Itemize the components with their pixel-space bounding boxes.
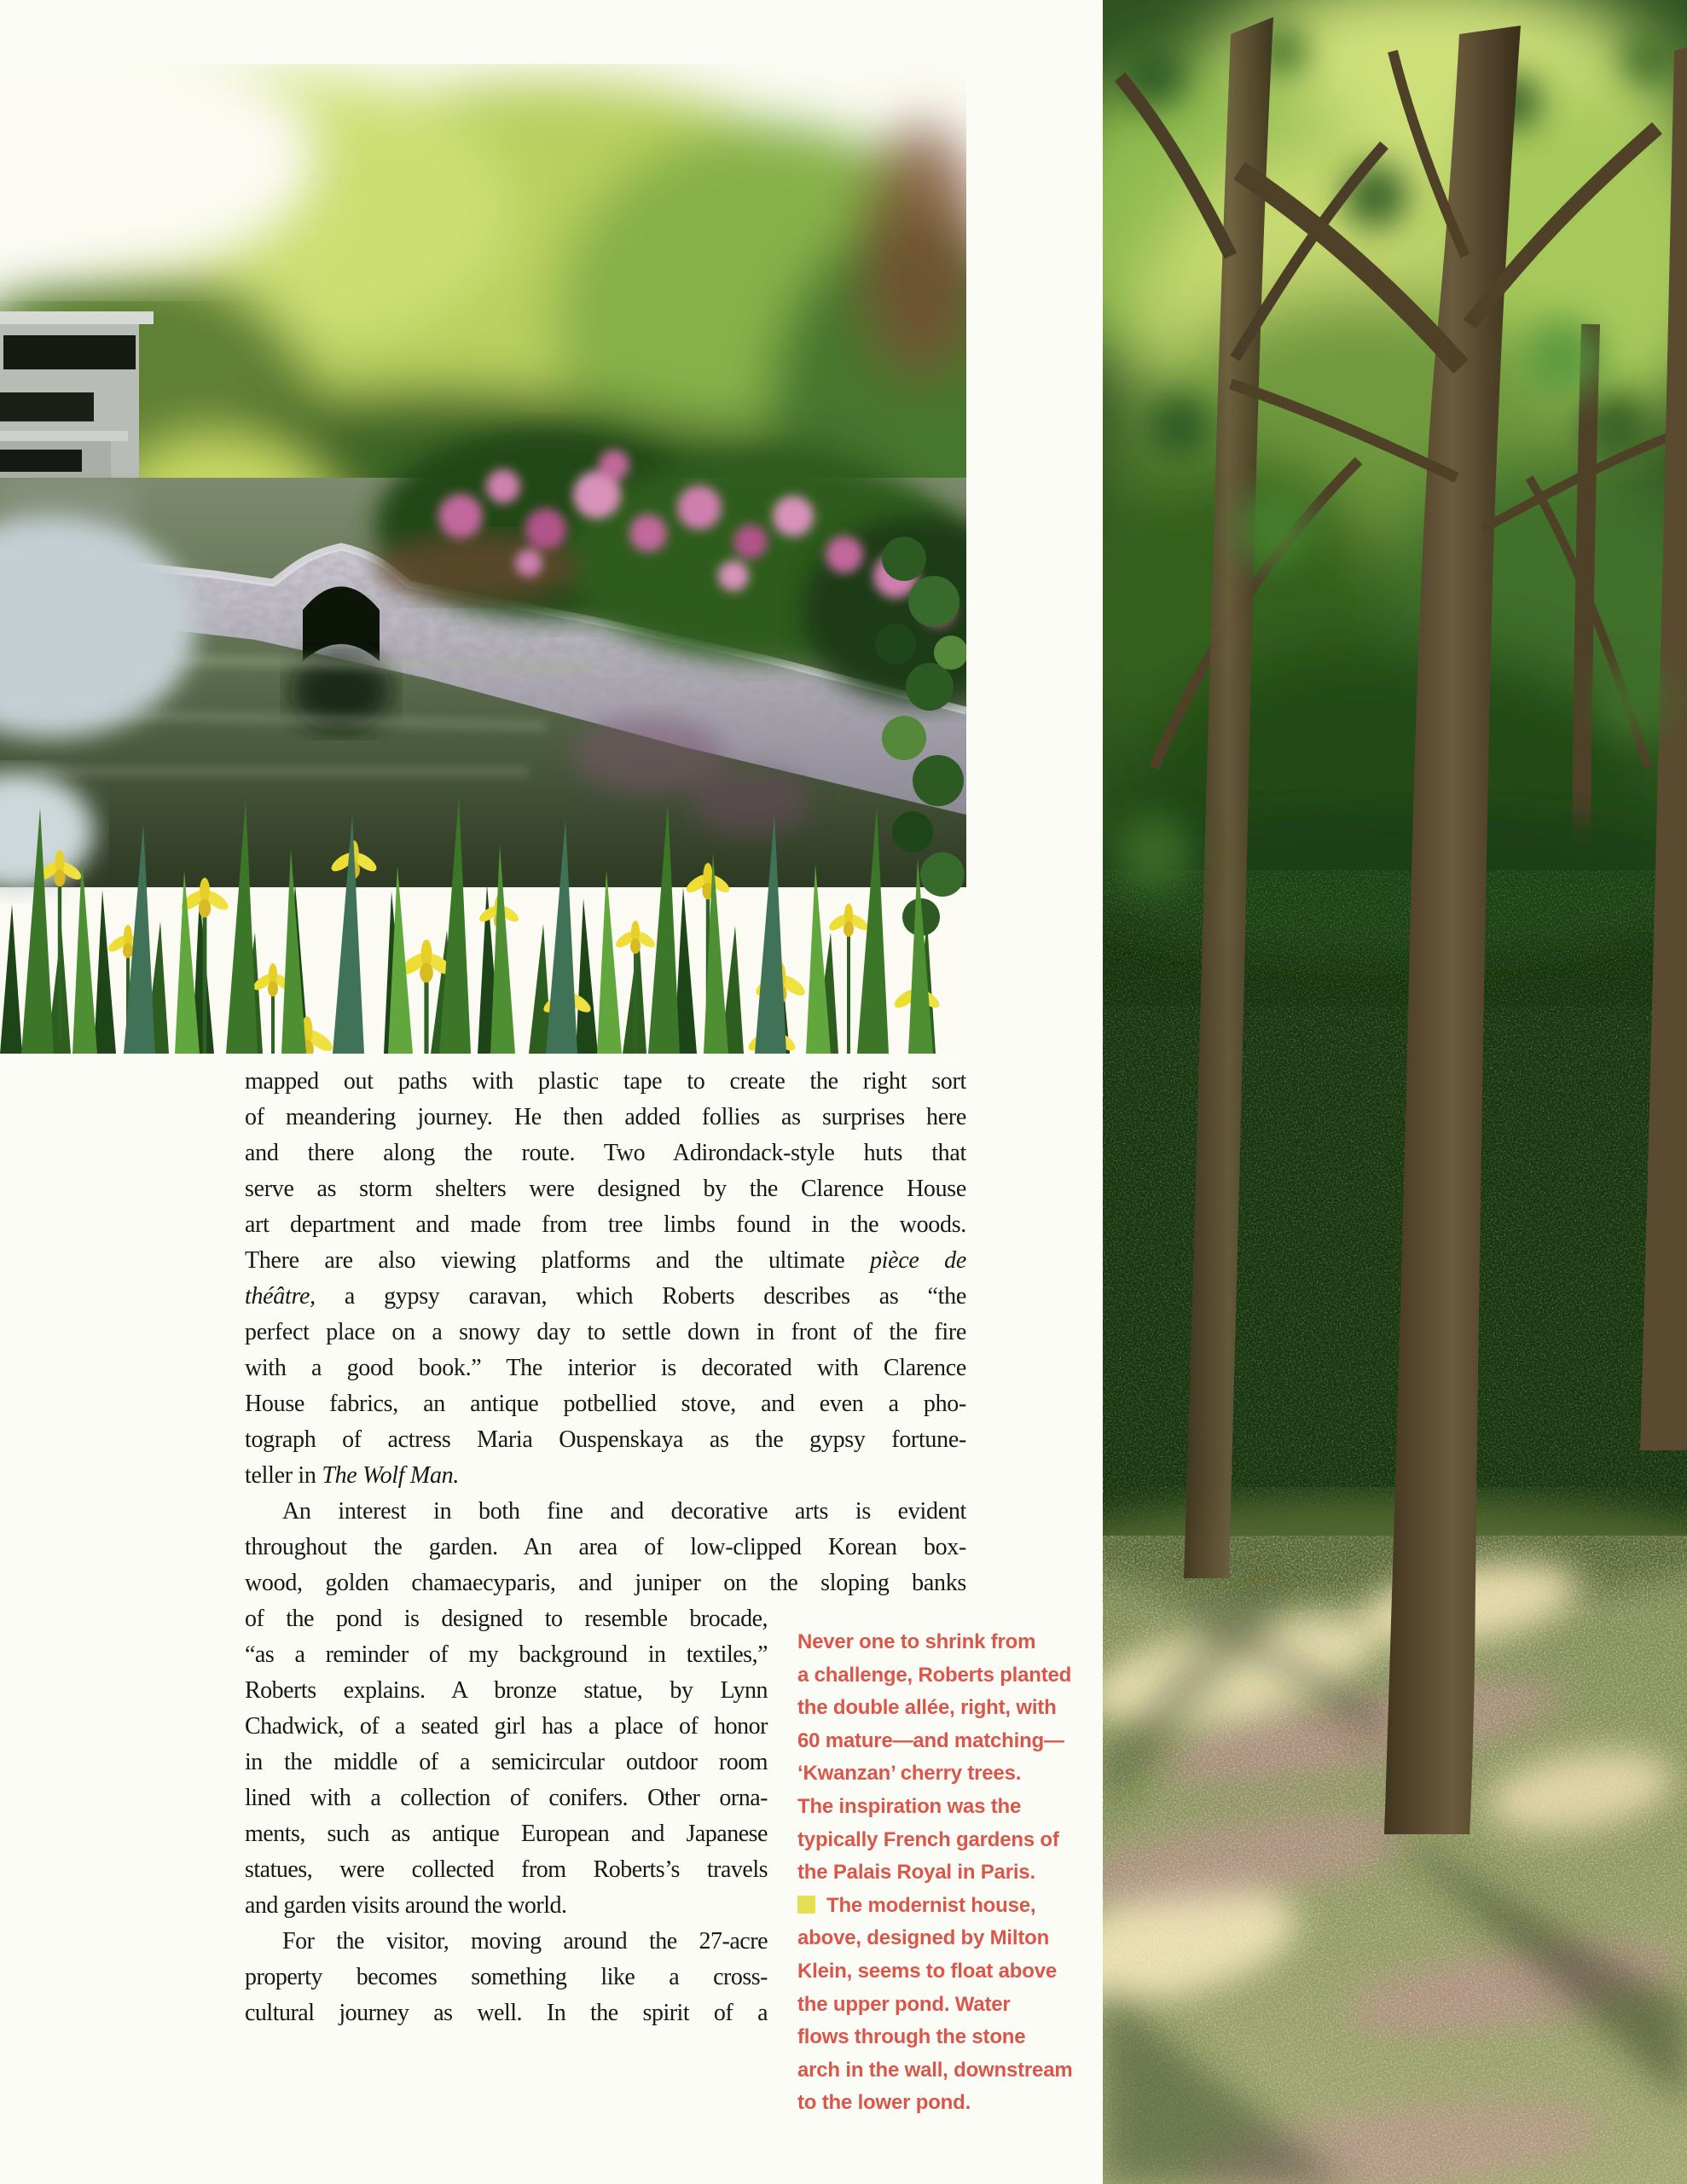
caption-line: a challenge, Roberts planted bbox=[797, 1663, 1072, 1687]
modernist-house bbox=[0, 311, 154, 482]
caption-line: The modernist house, bbox=[797, 1890, 1122, 1923]
upper-pond-photo bbox=[0, 64, 966, 1054]
caption-line: ‘Kwanzan’ cherry trees. bbox=[797, 1762, 1022, 1786]
caption-line: 60 mature—and matching— bbox=[797, 1728, 1064, 1752]
article-line: wood, golden chamaecyparis, and juniper on the sloping banks bbox=[245, 1570, 966, 1596]
caption-line: Never one to shrink from bbox=[797, 1630, 1036, 1653]
article-line: tograph of actress Maria Ouspenskaya as the gypsy fortune- bbox=[245, 1426, 966, 1453]
yellow-square-bullet bbox=[797, 1896, 815, 1914]
article-line: art department and made from tree limbs found in the woods. bbox=[245, 1211, 966, 1238]
article-line: property becomes something like a cross- bbox=[245, 1964, 768, 1990]
article-line: statues, were collected from Roberts’s travels bbox=[245, 1856, 768, 1883]
article-line: An interest in both fine and decorative arts is evident bbox=[282, 1498, 966, 1525]
caption-line: to the lower pond. bbox=[797, 2091, 971, 2115]
upper-pond-photo-image bbox=[0, 64, 966, 1054]
article-line: serve as storm shelters were designed by the Clarence House bbox=[245, 1176, 966, 1202]
caption-line: Klein, seems to float above bbox=[797, 1959, 1058, 1983]
article-line: of meandering journey. He then added follies as surprises here bbox=[245, 1104, 966, 1130]
caption-line: arch in the wall, downstream bbox=[797, 2058, 1073, 2082]
caption-line: the double allée, right, with bbox=[797, 1696, 1057, 1720]
cherry-allee-photo bbox=[1103, 0, 1687, 2184]
article-line: théâtre, a gypsy caravan, which Roberts describes as “the bbox=[245, 1283, 966, 1310]
caption-line: the Palais Royal in Paris. bbox=[797, 1861, 1035, 1885]
caption-line: typically French gardens of bbox=[797, 1827, 1059, 1851]
article-line: in the middle of a semicircular outdoor room bbox=[245, 1749, 768, 1775]
article-line: Chadwick, of a seated girl has a place of honor bbox=[245, 1713, 768, 1740]
article-line: perfect place on a snowy day to settle down in front of the fire bbox=[245, 1319, 966, 1345]
article-line: There are also viewing platforms and the ultimate pièce de bbox=[245, 1247, 966, 1274]
article-line: For the visitor, moving around the 27-acre bbox=[282, 1928, 768, 1955]
article-line: throughout the garden. An area of low-clipped Korean box- bbox=[245, 1534, 966, 1560]
caption-line: The inspiration was the bbox=[797, 1794, 1022, 1818]
article-line: and there along the route. Two Adirondack-style huts that bbox=[245, 1140, 966, 1166]
article-line: with a good book.” The interior is decorated with Clarence bbox=[245, 1355, 966, 1381]
article-line: lined with a collection of conifers. Other orna- bbox=[245, 1785, 768, 1811]
cherry-allee-photo-image bbox=[1103, 0, 1687, 2184]
article-line: of the pond is designed to resemble brocade, bbox=[245, 1606, 768, 1632]
article-line: ments, such as antique European and Japanese bbox=[245, 1821, 768, 1847]
article-line: House fabrics, an antique potbellied stove, and even a pho- bbox=[245, 1391, 966, 1417]
article-line: teller in The Wolf Man. bbox=[245, 1462, 460, 1489]
article-line: Roberts explains. A bronze statue, by Lynn bbox=[245, 1677, 768, 1704]
photo-caption bbox=[797, 1626, 1122, 2120]
caption-line: flows through the stone bbox=[797, 2025, 1026, 2049]
article-line: “as a reminder of my background in textiles,” bbox=[245, 1641, 768, 1668]
article-line: cultural journey as well. In the spirit of a bbox=[245, 2000, 768, 2026]
caption-line: the upper pond. Water bbox=[797, 1992, 1011, 2016]
caption-line: above, designed by Milton bbox=[797, 1926, 1050, 1950]
article-line: mapped out paths with plastic tape to create the right sort bbox=[245, 1068, 966, 1095]
article-line: and garden visits around the world. bbox=[245, 1892, 567, 1919]
